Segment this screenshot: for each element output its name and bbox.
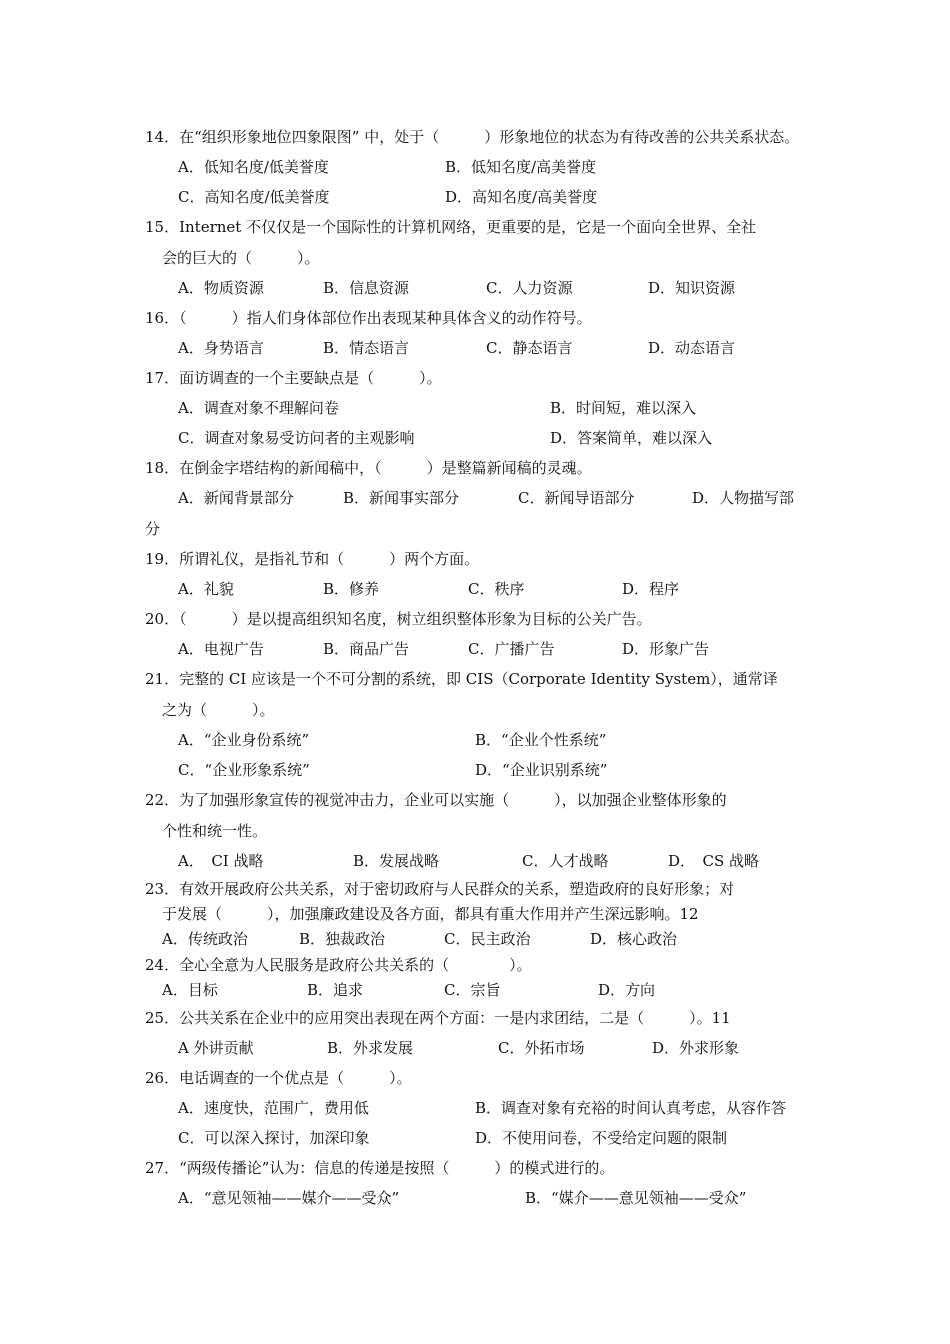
question-21-option-b: B．“企业个性系统” bbox=[475, 731, 607, 749]
question-15-stem-continued: 会的巨大的（ ）。 bbox=[162, 249, 320, 267]
question-21-option-a: A．“企业身份系统” bbox=[178, 731, 310, 749]
question-15-option-c: C．人力资源 bbox=[486, 279, 573, 297]
question-27-option-b: B．“媒介——意见领袖——受众” bbox=[525, 1189, 747, 1207]
question-24-option-c: C．宗旨 bbox=[444, 981, 501, 999]
question-19-option-a: A．礼貌 bbox=[178, 580, 234, 598]
question-24-stem: 24．全心全意为人民服务是政府公共关系的（ ）。 bbox=[145, 956, 532, 974]
question-21-option-d: D．“企业识别系统” bbox=[475, 761, 608, 779]
question-25-stem: 25．公共关系在企业中的应用突出表现在两个方面：一是内求团结，二是（ ）。11 bbox=[145, 1009, 731, 1027]
question-24-option-a: A．目标 bbox=[162, 981, 218, 999]
question-18-option-a: A．新闻背景部分 bbox=[178, 489, 294, 507]
question-18-option-d-wrap: 分 bbox=[145, 520, 161, 538]
question-23-option-d: D．核心政治 bbox=[590, 930, 678, 948]
question-23-option-a: A．传统政治 bbox=[162, 930, 248, 948]
question-14-stem: 14．在“组织形象地位四象限图” 中，处于（ ）形象地位的状态为有待改善的公共关系状态。 bbox=[145, 128, 800, 146]
question-27-stem: 27．“两级传播论”认为：信息的传递是按照（ ）的模式进行的。 bbox=[145, 1159, 615, 1177]
question-26-option-a: A．速度快，范围广，费用低 bbox=[178, 1099, 369, 1117]
question-27-option-a: A．“意见领袖——媒介——受众” bbox=[178, 1189, 400, 1207]
question-19-option-c: C．秩序 bbox=[468, 580, 525, 598]
question-22-option-b: B．发展战略 bbox=[353, 852, 440, 870]
question-17-stem: 17．面访调查的一个主要缺点是（ ）。 bbox=[145, 369, 442, 387]
question-23-stem: 23．有效开展政府公共关系，对于密切政府与人民群众的关系，塑造政府的良好形象；对 bbox=[145, 880, 735, 898]
question-26-option-c: C．可以深入探讨，加深印象 bbox=[178, 1129, 370, 1147]
question-14-option-b: B．低知名度/高美誉度 bbox=[445, 158, 597, 176]
question-20-option-b: B．商品广告 bbox=[323, 640, 410, 658]
question-24-option-d: D．方向 bbox=[598, 981, 656, 999]
question-21-option-c: C．“企业形象系统” bbox=[178, 761, 310, 779]
question-20-option-a: A．电视广告 bbox=[178, 640, 264, 658]
question-20-stem: 20．（ ）是以提高组织知名度，树立组织整体形象为目标的公关广告。 bbox=[145, 610, 652, 628]
question-16-option-d: D．动态语言 bbox=[648, 339, 736, 357]
question-26-stem: 26．电话调查的一个优点是（ ）。 bbox=[145, 1069, 412, 1087]
question-22-option-a: A． CI 战略 bbox=[178, 852, 264, 870]
question-17-option-d: D．答案简单，难以深入 bbox=[550, 429, 713, 447]
question-14-option-a: A．低知名度/低美誉度 bbox=[178, 158, 329, 176]
question-23-option-b: B．独裁政治 bbox=[299, 930, 386, 948]
question-18-option-d: D．人物描写部 bbox=[692, 489, 795, 507]
question-17-option-a: A．调查对象不理解问卷 bbox=[178, 399, 339, 417]
question-18-stem: 18．在倒金字塔结构的新闻稿中，（ ）是整篇新闻稿的灵魂。 bbox=[145, 459, 592, 477]
question-24-option-b: B．追求 bbox=[307, 981, 364, 999]
question-21-stem: 21．完整的 CI 应该是一个不可分割的系统，即 CIS（Corporate Identity System），通常译 bbox=[145, 670, 778, 688]
question-15-stem: 15．Internet 不仅仅是一个国际性的计算机网络，更重要的是，它是一个面向全世界、全社 bbox=[145, 218, 757, 236]
question-19-stem: 19．所谓礼仪，是指礼节和（ ）两个方面。 bbox=[145, 550, 480, 568]
question-14-option-d: D．高知名度/高美誉度 bbox=[445, 188, 598, 206]
question-15-option-b: B．信息资源 bbox=[323, 279, 410, 297]
question-16-option-a: A．身势语言 bbox=[178, 339, 264, 357]
question-22-option-c: C．人才战略 bbox=[522, 852, 609, 870]
question-17-option-c: C．调查对象易受访问者的主观影响 bbox=[178, 429, 415, 447]
question-23-stem-continued: 于发展（ ），加强廉政建设及各方面，都具有重大作用并产生深远影响。12 bbox=[162, 905, 699, 923]
question-18-option-b: B．新闻事实部分 bbox=[343, 489, 460, 507]
question-25-option-b: B．外求发展 bbox=[327, 1039, 414, 1057]
question-25-option-d: D．外求形象 bbox=[652, 1039, 740, 1057]
question-18-option-c: C．新闻导语部分 bbox=[518, 489, 635, 507]
question-15-option-a: A．物质资源 bbox=[178, 279, 264, 297]
question-20-option-d: D．形象广告 bbox=[622, 640, 710, 658]
question-20-option-c: C．广播广告 bbox=[468, 640, 555, 658]
question-22-stem-continued: 个性和统一性。 bbox=[162, 822, 268, 840]
question-14-option-c: C．高知名度/低美誉度 bbox=[178, 188, 330, 206]
question-22-option-d: D． CS 战略 bbox=[668, 852, 760, 870]
question-26-option-b: B．调查对象有充裕的时间认真考虑，从容作答 bbox=[475, 1099, 787, 1117]
question-21-stem-continued: 之为（ ）。 bbox=[162, 701, 275, 719]
question-26-option-d: D．不使用问卷，不受给定问题的限制 bbox=[475, 1129, 728, 1147]
question-19-option-d: D．程序 bbox=[622, 580, 680, 598]
question-22-stem: 22．为了加强形象宣传的视觉冲击力，企业可以实施（ ），以加强企业整体形象的 bbox=[145, 791, 727, 809]
question-23-option-c: C．民主政治 bbox=[444, 930, 531, 948]
question-16-stem: 16．（ ）指人们身体部位作出表现某种具体含义的动作符号。 bbox=[145, 309, 592, 327]
question-16-option-c: C．静态语言 bbox=[486, 339, 573, 357]
question-25-option-a: A 外讲贡献 bbox=[178, 1039, 254, 1057]
question-15-option-d: D．知识资源 bbox=[648, 279, 736, 297]
question-17-option-b: B．时间短，难以深入 bbox=[550, 399, 697, 417]
question-16-option-b: B．情态语言 bbox=[323, 339, 410, 357]
question-25-option-c: C．外拓市场 bbox=[498, 1039, 585, 1057]
question-19-option-b: B．修养 bbox=[323, 580, 380, 598]
